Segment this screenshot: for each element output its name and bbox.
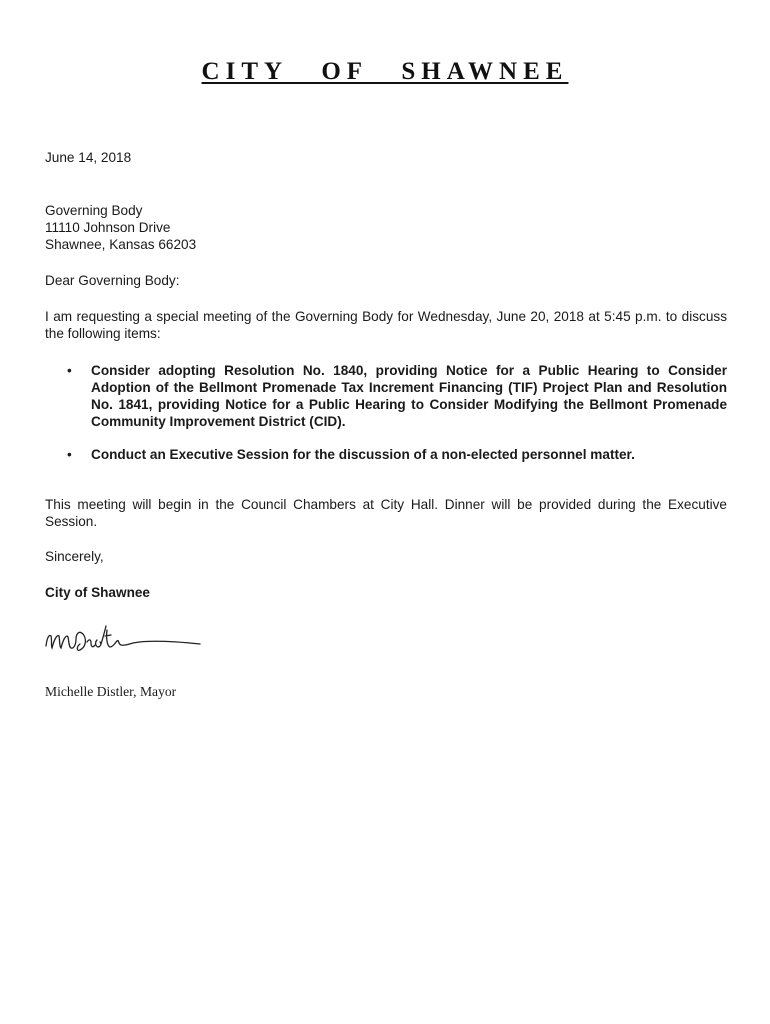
recipient-line-2: 11110 Johnson Drive	[45, 220, 171, 235]
sender-org: City of Shawnee	[45, 585, 150, 600]
agenda-item-text: Conduct an Executive Session for the discussion of a non-elected personnel matter.	[91, 447, 635, 462]
signature-image	[43, 622, 208, 662]
letterhead-title: CITY OF SHAWNEE	[201, 58, 569, 85]
letter-date: June 14, 2018	[45, 150, 132, 165]
closing-paragraph: This meeting will begin in the Council Chambers at City Hall. Dinner will be provided during the Executive Session.	[45, 497, 727, 529]
salutation: Dear Governing Body:	[45, 273, 180, 288]
agenda-item	[45, 362, 727, 430]
intro-paragraph: I am requesting a special meeting of the Governing Body for Wednesday, June 20, 2018 at 5:45 p.m. to discuss the following items:	[45, 309, 727, 341]
agenda-item-text: Consider adopting Resolution No. 1840, providing Notice for a Public Hearing to Consider Adoption of the Bellmont Promenade Tax Increment Financing (TIF) Project Plan and Resolution No. 1841, providing Notice for a Public Hearing to Consider Modifying the Bellmont Promenade Community Improvement District (CID).	[91, 363, 727, 429]
agenda-list	[45, 362, 727, 463]
recipient-line-3: Shawnee, Kansas 66203	[45, 237, 197, 252]
closing: Sincerely,	[45, 549, 104, 564]
signatory-name: Michelle Distler, Mayor	[45, 684, 177, 699]
letterhead	[0, 58, 770, 86]
bullet-icon: •	[67, 447, 72, 462]
recipient-line-1: Governing Body	[45, 203, 143, 218]
agenda-item	[45, 446, 727, 463]
bullet-icon: •	[67, 363, 72, 378]
